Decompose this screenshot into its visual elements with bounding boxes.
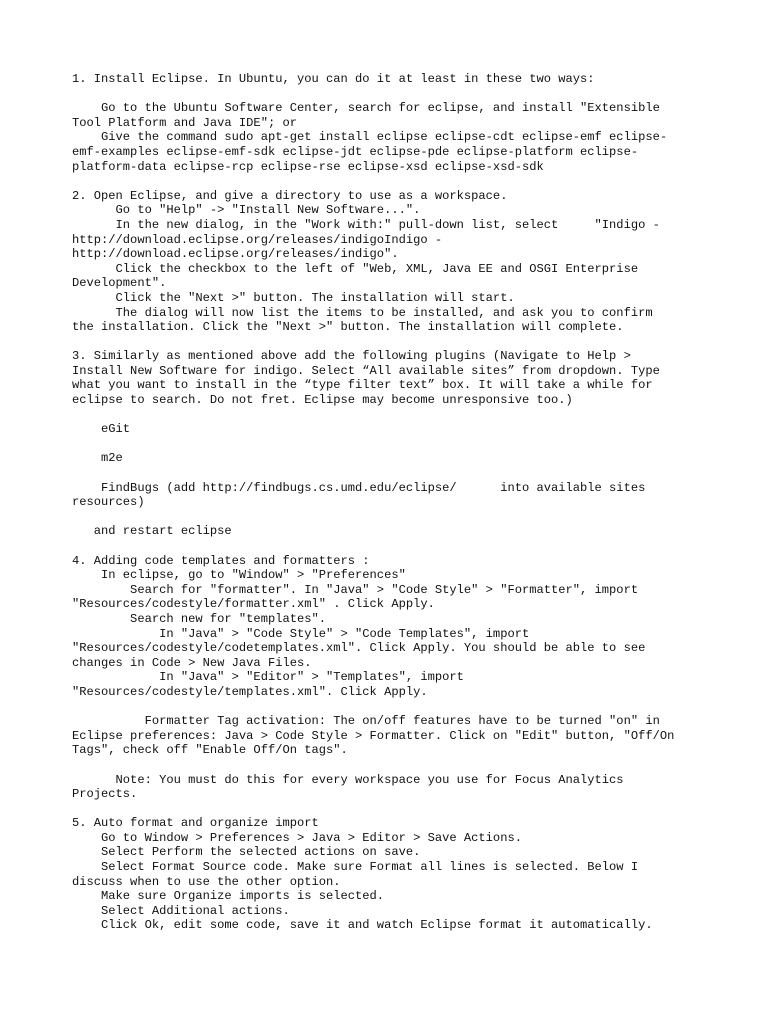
text-line: Install New Software for indigo. Select “All available sites” from dropdown. Type (72, 363, 660, 378)
blank-line (72, 174, 712, 189)
text-line: Projects. (72, 787, 138, 802)
text-line: 4. Adding code templates and formatters : (72, 553, 370, 568)
text-line: In the new dialog, in the "Work with:" pull-down list, select "Indigo - (72, 217, 660, 232)
text-line: changes in Code > New Java Files. (72, 655, 312, 670)
text-line: and restart eclipse (72, 524, 232, 539)
text-line: Development". (72, 276, 167, 291)
text-line: Select Additional actions. (72, 903, 290, 918)
text-line: http://download.eclipse.org/releases/indigo". (72, 247, 399, 262)
text-line: eclipse to search. Do not fret. Eclipse may become unresponsive too.) (72, 393, 573, 408)
document-page (72, 72, 712, 933)
blank-line (72, 758, 712, 773)
text-line: Tags", check off "Enable Off/On tags". (72, 743, 348, 758)
blank-line (72, 700, 712, 715)
text-line: Click the checkbox to the left of "Web, XML, Java EE and OSGI Enterprise (72, 261, 639, 276)
text-line: Search new for "templates". (72, 611, 327, 626)
text-line: platform-data eclipse-rcp eclipse-rse eclipse-xsd eclipse-xsd-sdk (72, 159, 544, 174)
text-line: the installation. Click the "Next >" button. The installation will complete. (72, 320, 624, 335)
text-line: Search for "formatter". In "Java" > "Code Style" > "Formatter", import (72, 582, 639, 597)
text-line: "Resources/codestyle/formatter.xml" . Click Apply. (72, 597, 435, 612)
text-line: Click Ok, edit some code, save it and watch Eclipse format it automatically. (72, 918, 653, 933)
text-line: 3. Similarly as mentioned above add the following plugins (Navigate to Help > (72, 349, 631, 364)
text-line: In eclipse, go to "Window" > "Preferences" (72, 568, 406, 583)
blank-line (72, 437, 712, 452)
text-line: 5. Auto format and organize import (72, 816, 319, 831)
blank-line (72, 510, 712, 525)
blank-line (72, 802, 712, 817)
text-line: 2. Open Eclipse, and give a directory to use as a workspace. (72, 188, 508, 203)
text-line: FindBugs (add http://findbugs.cs.umd.edu/eclipse/ into available sites (72, 480, 646, 495)
text-line: "Resources/codestyle/templates.xml". Click Apply. (72, 684, 428, 699)
text-line: Make sure Organize imports is selected. (72, 889, 385, 904)
text-line: eGit (72, 422, 131, 437)
text-line: Formatter Tag activation: The on/off features have to be turned "on" in (72, 714, 660, 729)
text-line: Click the "Next >" button. The installation will start. (72, 290, 515, 305)
blank-line (72, 408, 712, 423)
text-line: "Resources/codestyle/codetemplates.xml". Click Apply. You should be able to see (72, 641, 646, 656)
text-line: http://download.eclipse.org/releases/indigoIndigo - (72, 232, 443, 247)
text-line: Give the command sudo apt-get install eclipse eclipse-cdt eclipse-emf eclipse- (72, 130, 668, 145)
text-line: Note: You must do this for every workspace you use for Focus Analytics (72, 772, 624, 787)
text-line: what you want to install in the “type filter text” box. It will take a while for (72, 378, 653, 393)
text-line: Go to "Help" -> "Install New Software...". (72, 203, 421, 218)
blank-line (72, 539, 712, 554)
text-line: Go to the Ubuntu Software Center, search for eclipse, and install "Extensible (72, 101, 660, 116)
blank-line (72, 466, 712, 481)
text-line: emf-examples eclipse-emf-sdk eclipse-jdt eclipse-pde eclipse-platform eclipse- (72, 144, 639, 159)
text-line: The dialog will now list the items to be installed, and ask you to confirm (72, 305, 653, 320)
text-line: discuss when to use the other option. (72, 874, 341, 889)
text-line: Select Perform the selected actions on save. (72, 845, 421, 860)
text-line: 1. Install Eclipse. In Ubuntu, you can do it at least in these two ways: (72, 72, 595, 86)
blank-line (72, 87, 712, 102)
text-line: In "Java" > "Editor" > "Templates", import (72, 670, 464, 685)
blank-line (72, 335, 712, 350)
text-line: m2e (72, 451, 123, 466)
text-line: resources) (72, 495, 145, 510)
text-line: Select Format Source code. Make sure Format all lines is selected. Below I (72, 860, 639, 875)
text-line: In "Java" > "Code Style" > "Code Templates", import (72, 626, 530, 641)
text-line: Eclipse preferences: Java > Code Style > Formatter. Click on "Edit" button, "Off/On (72, 728, 675, 743)
text-line: Tool Platform and Java IDE"; or (72, 115, 297, 130)
text-line: Go to Window > Preferences > Java > Editor > Save Actions. (72, 830, 522, 845)
